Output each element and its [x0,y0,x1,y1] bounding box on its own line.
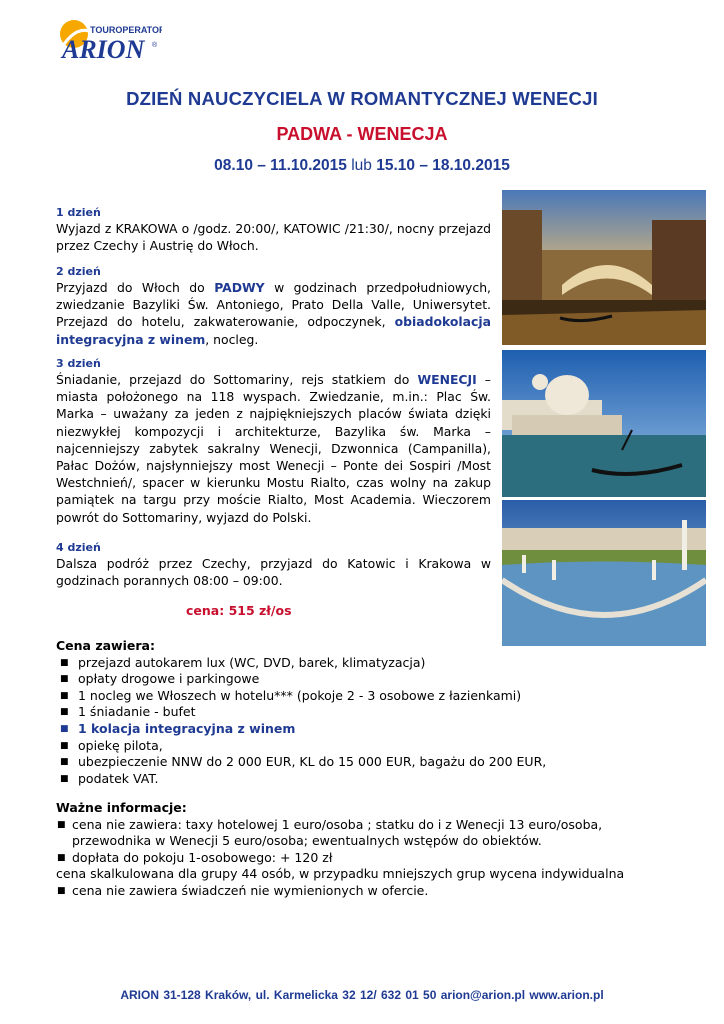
page-subtitle: PADWA - WENECJA [276,124,448,144]
logo-touroperator: TOUROPERATOR [90,25,162,35]
footer-contact: ARION 31-128 Kraków, ul. Karmelicka 32 12/ 632 01 50 arion@arion.pl www.arion.pl [120,988,604,1002]
list-item: ■ opiekę pilota, [60,737,163,753]
day-1 [56,206,491,254]
day-3-highlight-wenecja: WENECJI [417,372,477,387]
photo-prato-della-valle [502,500,706,646]
page-title: DZIEŃ NAUCZYCIELA W ROMANTYCZNEJ WENECJI [126,88,598,109]
info-heading: Ważne informacje: [56,800,187,815]
important-info [56,800,671,900]
day-2-highlight-padwa: PADWY [214,280,265,295]
day-4 [56,541,491,589]
day-4-text: Dalsza podróż przez Czechy, przyjazd do Katowic i Krakowa w godzinach porannych 08:00 – 09:00. [56,556,491,589]
date-range-1: 08.10 – 11.10.2015 [214,157,347,174]
photo-santa-maria-della-salute [502,350,706,497]
trip-dates [0,157,724,175]
list-item: ■ opłaty drogowe i parkingowe [60,671,260,687]
includes-heading: Cena zawiera: [56,638,155,653]
day-2-highlight-dinner: obiadokolacja integracyjna z winem [56,314,491,347]
day-1-heading: 1 dzień [56,206,101,219]
includes-list [56,655,676,788]
date-separator: lub [351,157,372,174]
logo-registered-mark: ® [152,42,158,49]
day-2-text-c: , nocleg. [205,331,259,347]
day-2-text-a: Przyjazd do Włoch do [56,280,215,295]
list-item: ■ ubezpieczenie NNW do 2 000 EUR, KL do 15 000 EUR, bagażu do 200 EUR, [60,754,547,770]
list-item: ■ cena nie zawiera: taxy hotelowej 1 euro/osoba ; statku do i z Wenecji 13 euro/osoba, przewodnika w Wenecji 5 euro/osoba; ewentualnych wstępów do obiektów. [57,816,603,849]
list-item: ■ 1 kolacja integracyjna z winem [60,720,296,736]
day-2-heading: 2 dzień [56,265,101,278]
photo-rialto-bridge [502,190,706,345]
logo-brand: ARION [62,35,145,64]
list-item: ■ podatek VAT. [60,770,159,786]
day-3-heading: 3 dzień [56,357,101,370]
list-item: ■ przejazd autokarem lux (WC, DVD, barek, klimatyzacja) [60,654,426,670]
arion-logo [52,14,162,64]
day-2 [56,265,491,348]
list-item: cena skalkulowana dla grupy 44 osób, w przypadku mniejszych grup wycena indywidualna [56,866,625,882]
day-3-text-b: – miasta położonego na 118 wyspach. Zwiedzanie, m.in.: Plac Św. Marka – uważany za jeden z najpiękniejszych placów świata dzięki niezwykłej kompozycji i architekturze, Bazylika św. Marka – najcenniejszy zabytek sakralny Wenecji, Dzwonnica (Campanilla), Pałac Dożów, najsłynniejszy most Wenecji – Ponte dei Sospiri /Most Westchnień/, spacer w kierunku Mostu Rialto, czas wolny na zakup pamiątek na targu przy moście Rialto, Most Academia. Wieczorem powrót do Sottomariny, wyjazd do Polski. [56,372,492,525]
info-list [56,817,671,900]
day-1-text: Wyjazd z KRAKOWA o /godz. 20:00/, KATOWIC /21:30/, nocny przejazd przez Czechy i Austrię do Włoch. [56,221,491,254]
price: cena: 515 zł/os [186,603,292,618]
day-2-text-b: w godzinach przedpołudniowych, zwiedzanie Bazyliki Św. Antoniego, Prato Della Valle, Uniwersytet. Przejazd do hotelu, zakwaterowanie, odpoczynek, [56,280,491,330]
list-item: ■ 1 śniadanie - bufet [60,704,196,720]
day-4-heading: 4 dzień [56,541,101,554]
day-3-text-a: Śniadanie, przejazd do Sottomariny, rejs statkiem do [56,372,418,387]
day-3 [56,357,491,526]
date-range-2: 15.10 – 18.10.2015 [376,157,510,174]
list-item: ■ 1 nocleg we Włoszech w hotelu*** (pokoje 2 - 3 osobowe z łazienkami) [60,687,522,703]
list-item: ■ dopłata do pokoju 1-osobowego: + 120 zł [57,849,333,865]
price-includes [56,638,676,787]
list-item: ■ cena nie zawiera świadczeń nie wymienionych w ofercie. [57,882,429,898]
